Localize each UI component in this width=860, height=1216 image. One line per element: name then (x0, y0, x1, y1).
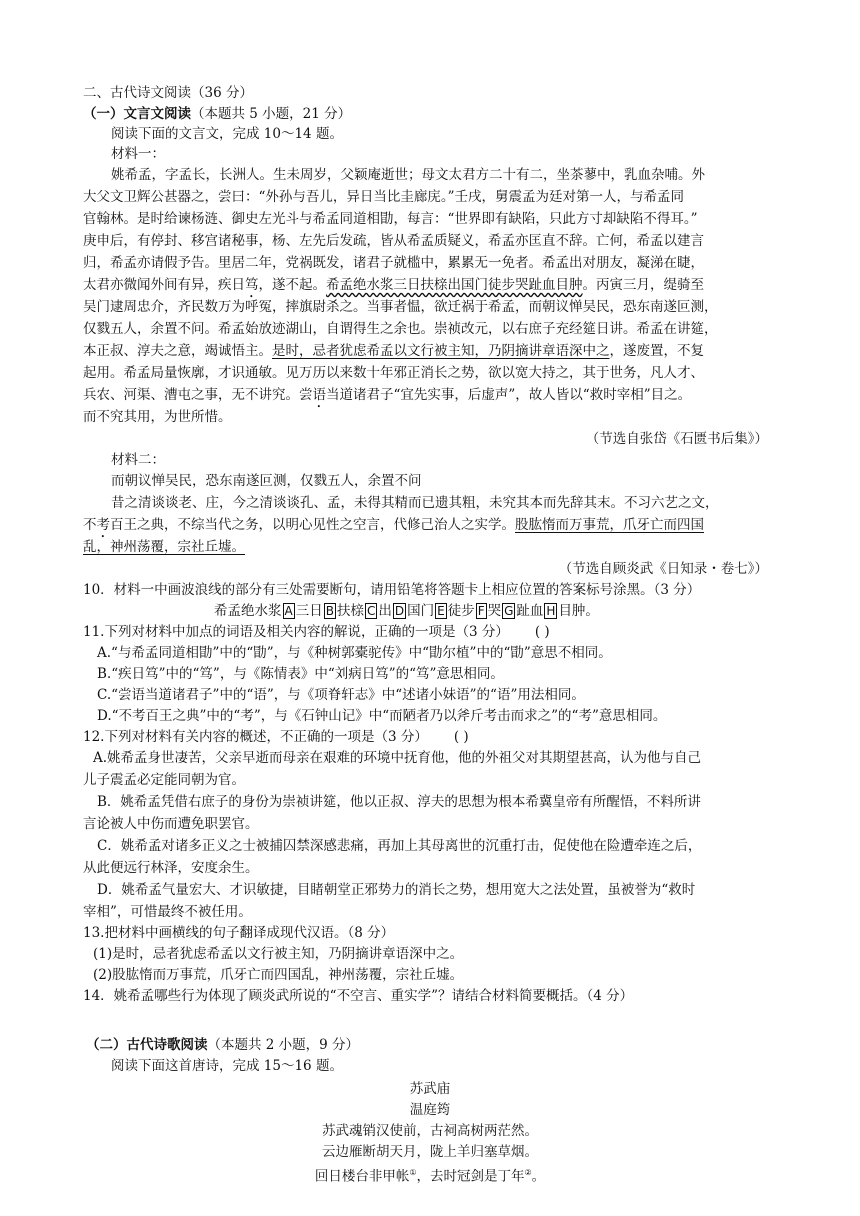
wavy-underlined-sentence: 希孟绝水浆三日扶榇出国门徒步哭趾血目肿 (326, 277, 583, 293)
material-1-line: 官翰林。是时给谏杨涟、御史左光斗与希孟同道相勖，每言：“世界即有缺陷，只此方寸却缺陷不得耳。” (83, 211, 698, 227)
material-1-label: 材料一： (111, 146, 165, 162)
text-span: 不 (83, 517, 97, 533)
section-title: 二、古代诗文阅读（36 分） (83, 85, 253, 101)
text-span: 本正叔、淳夫之意，竭诚悟主。 (83, 343, 272, 359)
break-box-e[interactable]: E (437, 604, 445, 618)
underlined-sentence: 是时，忌者犹虑希孟以文行被主知，乃阴摘讲章语深中之 (272, 343, 610, 359)
q10-part: 徒步 (447, 603, 475, 619)
poem-title: 苏武庙 (409, 1081, 451, 1097)
sub1-note: （本题共 5 小题，21 分） (191, 106, 352, 122)
q13-item-2: (2)股肱惰而万事荒，爪牙亡而四国乱，神州荡覆，宗社丘墟。 (93, 967, 464, 983)
poem-line: 苏武魂销汉使前，古祠高树两茫然。 (322, 1123, 538, 1139)
break-box-f[interactable]: F (477, 604, 485, 618)
break-box-c[interactable]: C (366, 604, 376, 618)
text-span: 。丙寅三月，缇骑至 (582, 277, 704, 293)
instruction-2: 阅读下面这首唐诗，完成 15～16 题。 (111, 1058, 343, 1074)
q12-option-line: B．姚希孟凭借右庶子的身份为崇祯讲筵，他以正叔、淳夫的思想为根本希冀皇帝有所醒悟，不料所讲 (97, 794, 701, 810)
material-1-line (83, 340, 704, 362)
instruction-1: 阅读下面的文言文，完成 10～14 题。 (111, 126, 343, 142)
q12-option-line: 儿子震孟必定能同朝为官。 (83, 772, 245, 788)
q12-option-line: A.姚希孟身世凄苦，父亲早逝而母亲在艰难的环境中抚育他，他的外祖父对其期望甚高，认为他与自己 (93, 750, 702, 766)
question-14: 14．姚希孟哪些行为体现了顾炎武所说的“不空言、重实学”？请结合材料简要概括。（4 分） (83, 988, 634, 1004)
poem-line: 云边雁断胡天月，陇上羊归塞草烟。 (322, 1144, 538, 1160)
material-1-line: 而不究其用，为世所惜。 (83, 409, 232, 425)
q12-option-line: 言论被人中伤而遭免职罢官。 (83, 816, 259, 832)
q11-option-a: A.“与希孟同道相勖”中的“勖”，与《种树郭橐驼传》中“勖尔植”中的“勖”意思不相同。 (97, 645, 612, 661)
text-span: 。 (531, 1168, 546, 1185)
sub2-title: （二）古代诗歌阅读 (86, 1037, 208, 1053)
dotted-word: 笃 (245, 277, 259, 293)
q12-option-line: 宰相”，可惜最终不被任用。 (83, 904, 252, 920)
poem-author: 温庭筠 (409, 1102, 451, 1118)
q10-part: 三日 (295, 603, 323, 619)
material-2-line (83, 536, 245, 558)
material-2-line: 而朝议惮吴民，恐东南遂叵测，仅戮五人，余置不问 (111, 473, 422, 489)
q10-part: 扶榇 (336, 603, 364, 619)
material-1-line: 吴门逮周忠介，齐民数万为呼冤，摔旗尉杀之。当事者愠，欲迁祸于希孟，而朝议惮吴民，恐东南遂叵测， (83, 299, 718, 315)
sub2-note: （本题共 2 小题，9 分） (207, 1037, 360, 1053)
text-span: 百王之典，不综当代之务，以明心见性之空言，代修己治人之实学。 (110, 517, 515, 533)
question-12 (83, 726, 469, 748)
dotted-word: 语 (312, 387, 326, 403)
material-1-source: （节选自张岱《石匮书后集》） (585, 431, 768, 447)
question-text: 12.下列对材料有关内容的概述，不正确的一项是（3 分） (83, 729, 428, 745)
break-box-d[interactable]: D (394, 604, 405, 618)
answer-bracket: ( ) (534, 624, 550, 640)
break-box-b[interactable]: B (325, 604, 334, 618)
question-text: 11.下列对材料中加点的词语及相关内容的解说，正确的一项是（3 分） (83, 624, 509, 640)
footnote-mark: ① (409, 1168, 417, 1177)
poem-line (0, 1162, 860, 1188)
text-span: 兵农、河渠、漕屯之事，无不讲究。尝 (83, 387, 313, 403)
q10-part: 出 (378, 603, 392, 619)
q12-option-line: C．姚希孟对诸多正义之士被捕囚禁深感悲痛，再加上其母离世的沉重打击，促使他在险遭牵连之后， (97, 838, 702, 854)
q10-part: 国门 (407, 603, 435, 619)
underlined-sentence: 股肱惰而万事荒，爪牙亡而四国 (515, 517, 704, 533)
material-2-label: 材料二： (111, 452, 165, 468)
material-1-line: 仅戮五人，余置不问。希孟始放迹湖山，自谓得生之余也。崇祯改元，以右庶子充经筵日讲。希孟在讲筵， (83, 321, 718, 337)
material-1-line: 大父文卫辉公甚器之，尝曰：“外孙与吾儿，异日当比圭廊庑。”壬戌，舅震孟为廷对第一人，与希孟同 (83, 189, 685, 205)
question-10: 10．材料一中画波浪线的部分有三处需要断句，请用铅笔将答题卡上相应位置的答案标号涂黑。（3 分） (83, 582, 701, 598)
material-2-source: （节选自顾炎武《日知录・卷七》） (558, 561, 768, 577)
sub1-heading (83, 103, 351, 125)
text-span: 当道诸君子“宜先实事，后虚声”，故人皆以“救时宰相”目之。 (326, 387, 692, 403)
text-span: 太君亦微闻外间有异，疾日 (83, 277, 245, 293)
q11-option-d: D.“不考百王之典”中的“考”，与《石钟山记》中“而陋者乃以斧斤考击而求之”的“考”意思相同。 (97, 708, 667, 724)
question-11 (83, 621, 550, 643)
q10-sentence (214, 600, 599, 622)
material-2-line: 昔之清谈谈老、庄，今之清谈谈孔、孟，未得其精而已遗其粗，未究其本而先辞其末。不习六艺之文， (111, 495, 719, 511)
text-span: ，遂废置，不复 (609, 343, 704, 359)
underlined-sentence: 乱，神州荡覆，宗社丘墟。 (83, 539, 245, 555)
q12-option-line: 从此便远行林泽，安度余生。 (83, 860, 259, 876)
q11-option-c: C.“尝语当道诸君子”中的“语”，与《项脊轩志》中“述诸小妹语”的“语”用法相同。 (97, 687, 585, 703)
material-1-line: 庚申后，有停封、移宫诸秘事，杨、左先后发疏，皆从希孟质疑义，希孟亦匡直不辞。亡何，希孟以建言 (83, 233, 704, 249)
q12-option-line: D．姚希孟气量宏大、才识敏捷，目睹朝堂正邪势力的消长之势，想用宽大之法处置，虽被誉为“救时 (97, 882, 696, 898)
material-1-line: 姚希孟，字孟长，长洲人。生未周岁，父颖庵逝世；母文太君方二十有二，坐茶蓼中，乳血杂哺。外 (111, 167, 705, 183)
break-box-g[interactable]: G (504, 604, 514, 618)
question-13: 13.把材料中画横线的句子翻译成现代汉语。（8 分） (83, 925, 395, 941)
sub2-heading (86, 1034, 359, 1056)
footnote-mark: ② (524, 1168, 532, 1177)
q11-option-b: B.“疾日笃”中的“笃”，与《陈情表》中“刘病日笃”的“笃”意思相同。 (97, 666, 504, 682)
q10-part: 希孟绝水浆 (214, 603, 282, 619)
text-span: 回日楼台非甲帐 (314, 1168, 410, 1185)
material-1-line: 起用。希孟局量恢廓，才识通敏。见万历以来数十年邪正消长之势，欲以宽大持之，其于世务，凡人才、 (83, 365, 704, 381)
q10-part: 目肿。 (558, 603, 599, 619)
text-span: ，去时冠剑是丁年 (416, 1168, 525, 1185)
q10-part: 趾血 (516, 603, 544, 619)
break-box-a[interactable]: A (284, 604, 293, 618)
dotted-word: 考 (96, 517, 110, 533)
text-span: ，遂不起。 (258, 277, 326, 293)
material-1-line: 归，希孟亦请假予告。里居二年，党祸既发，诸君子就槛中，累累无一免者。希孟出对朋友，凝涕在睫， (83, 255, 704, 271)
break-box-h[interactable]: H (546, 604, 556, 618)
q10-part: 哭 (487, 603, 502, 619)
answer-bracket: ( ) (453, 729, 469, 745)
sub1-title: （一）文言文阅读 (83, 106, 191, 122)
q13-item-1: (1)是时，忌者犹虑希孟以文行被主知，乃阴摘讲章语深中之。 (93, 946, 464, 962)
